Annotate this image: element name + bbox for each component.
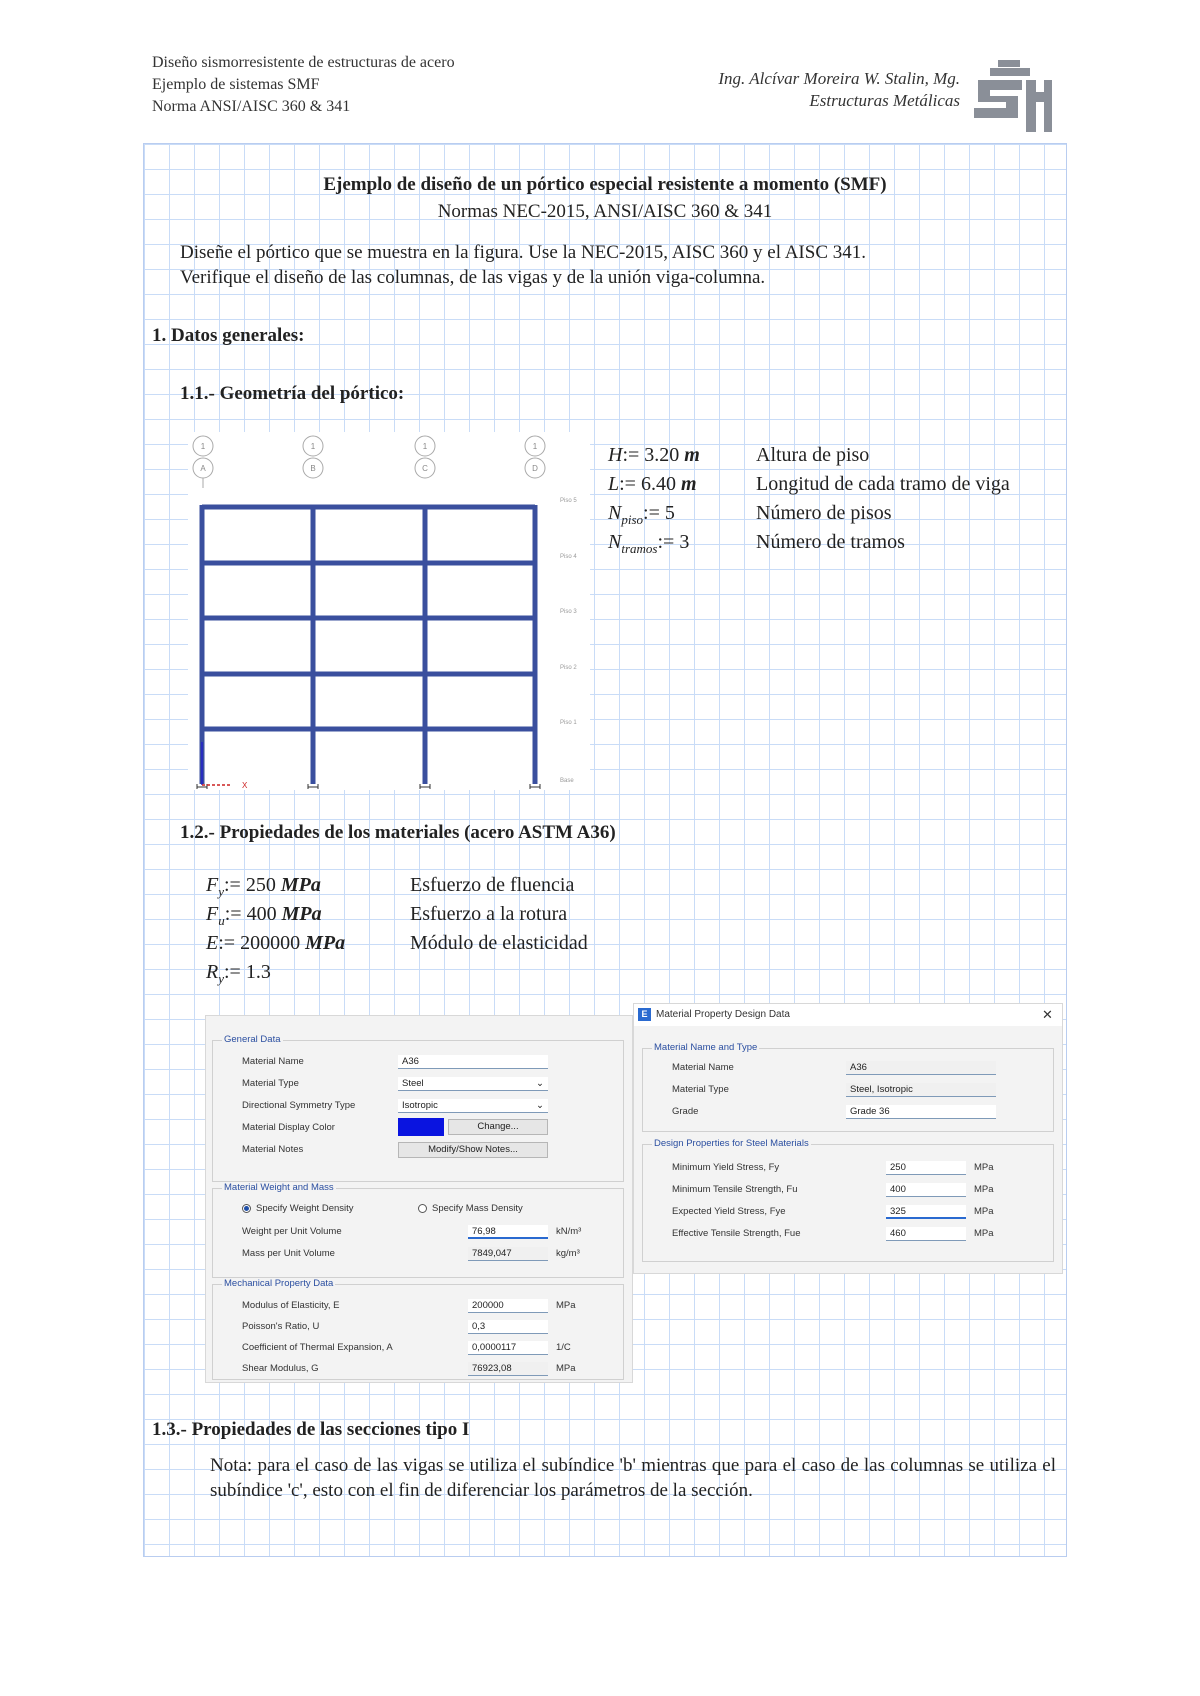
axis-letter-A: A — [200, 464, 206, 473]
poisson-input[interactable]: 0,3 — [468, 1320, 548, 1334]
chevron-down-icon: ⌄ — [536, 1100, 544, 1111]
shear-input[interactable]: 76923,08 — [468, 1362, 548, 1376]
desc-Fy: Esfuerzo de fluencia — [410, 874, 575, 896]
modify-notes-button[interactable]: Modify/Show Notes... — [398, 1142, 548, 1158]
section-1-heading: 1. Datos generales: — [152, 325, 305, 346]
grade-field[interactable]: Grade 36 — [846, 1105, 996, 1119]
story-label-4: Piso 4 — [560, 554, 577, 560]
design-data-dialog — [633, 1003, 1063, 1274]
weight-label: Weight per Unit Volume — [242, 1226, 342, 1237]
desc-Ntramos: Número de tramos — [756, 531, 905, 553]
header-line-2: Ejemplo de sistemas SMF — [152, 76, 320, 93]
specify-weight-label: Specify Weight Density — [256, 1203, 354, 1214]
axis-bubble-C — [415, 436, 435, 478]
axis-bubble-B — [303, 436, 323, 478]
desc-E: Módulo de elasticidad — [410, 932, 588, 954]
symmetry-type-label: Directional Symmetry Type — [242, 1100, 356, 1111]
mass-label: Mass per Unit Volume — [242, 1248, 335, 1259]
fy-input[interactable]: 250 — [886, 1161, 966, 1175]
logo-icon — [968, 58, 1052, 134]
poisson-label: Poisson's Ratio, U — [242, 1321, 320, 1332]
page-subtitle: Normas NEC-2015, ANSI/AISC 360 & 341 — [437, 201, 773, 222]
eq-Fy: $F_y:= 250$ MPa — [206, 874, 321, 899]
axis-bubble-D — [525, 436, 545, 478]
material-descriptions — [410, 871, 588, 958]
axis-bubble-A — [193, 436, 213, 478]
fye-label: Expected Yield Stress, Fye — [672, 1206, 786, 1217]
modulus-label: Modulus of Elasticity, E — [242, 1300, 340, 1311]
axis-number-3: 1 — [422, 442, 428, 451]
app-icon: E — [638, 1008, 651, 1021]
thermal-input[interactable]: 0,0000117 — [468, 1341, 548, 1355]
design-material-type-label: Material Type — [672, 1084, 729, 1095]
fy-label: Minimum Yield Stress, Fy — [672, 1162, 780, 1173]
thermal-label: Coefficient of Thermal Expansion, A — [242, 1342, 393, 1353]
intro-line-2: Verifique el diseño de las columnas, de las vigas y de la unión viga-columna. — [180, 267, 766, 288]
section-1-1-heading: 1.1.- Geometría del pórtico: — [180, 383, 405, 404]
design-material-name-label: Material Name — [672, 1062, 734, 1073]
desc-H: Altura de piso — [756, 444, 870, 466]
design-material-name-field: A36 — [846, 1061, 996, 1075]
material-type-select[interactable]: Steel ⌄ — [398, 1077, 548, 1091]
note-paragraph: Nota: para el caso de las vigas se utiliza el subíndice 'b' mientras que para el caso de las columnas se utiliza el subíndice 'c', esto con el fin de diferenciar los parámetros de la sección. — [210, 1455, 1056, 1501]
weight-mass-title: Material Weight and Mass — [224, 1182, 334, 1193]
weight-input[interactable]: 76,98 — [468, 1225, 548, 1239]
shear-label: Shear Modulus, G — [242, 1363, 319, 1374]
material-type-label: Material Type — [242, 1078, 299, 1089]
fue-input[interactable]: 460 — [886, 1227, 966, 1241]
axis-number-1: 1 — [200, 442, 206, 451]
grade-label: Grade — [672, 1106, 699, 1117]
header-line-3: Norma ANSI/AISC 360 & 341 — [152, 98, 351, 115]
eq-Fu: $F_u:= 400$ MPa — [206, 903, 322, 928]
desc-Npiso: Número de pisos — [756, 502, 892, 524]
axis-letter-C: C — [422, 464, 428, 473]
material-name-input[interactable]: A36 — [398, 1055, 548, 1069]
general-data-title: General Data — [224, 1034, 281, 1045]
thermal-unit: 1/C — [556, 1342, 571, 1353]
fu-label: Minimum Tensile Strength, Fu — [672, 1184, 798, 1195]
intro-line-1: Diseñe el pórtico que se muestra en la figura. Use la NEC-2015, AISC 360 y el AISC 341. — [180, 242, 866, 263]
story-label-base: Base — [560, 778, 574, 784]
shear-unit: MPa — [556, 1363, 576, 1374]
specify-mass-radio[interactable] — [418, 1204, 427, 1213]
fye-input[interactable]: 325 — [886, 1205, 966, 1219]
axis-letter-D: D — [532, 464, 538, 473]
story-label-3: Piso 3 — [560, 609, 577, 615]
specify-weight-radio[interactable] — [242, 1204, 251, 1213]
dialog-window-title: Material Property Design Data — [656, 1009, 790, 1020]
desc-L: Longitud de cada tramo de viga — [756, 473, 1010, 495]
axis-letter-B: B — [310, 464, 316, 473]
story-labels — [560, 498, 577, 784]
eq-L: L:= 6.40 m — [608, 473, 697, 495]
eq-Npiso: $N_{piso}:= 5$ — [608, 502, 675, 527]
fy-unit: MPa — [974, 1162, 994, 1173]
display-color-swatch[interactable] — [398, 1118, 444, 1136]
desc-Fu: Esfuerzo a la rotura — [410, 903, 568, 925]
eq-Ntramos: $N_{tramos}:= 3$ — [608, 531, 690, 556]
material-equations — [206, 871, 345, 987]
specify-mass-label: Specify Mass Density — [432, 1203, 523, 1214]
header-left — [152, 52, 455, 118]
modulus-unit: MPa — [556, 1300, 576, 1311]
modulus-input[interactable]: 200000 — [468, 1299, 548, 1313]
change-color-button[interactable]: Change... — [448, 1119, 548, 1135]
frame-figure — [188, 432, 590, 790]
story-label-1: Piso 1 — [560, 720, 577, 726]
weight-unit: kN/m³ — [556, 1226, 582, 1237]
frame-members — [202, 505, 535, 784]
story-label-2: Piso 2 — [560, 665, 577, 671]
axis-number-2: 1 — [310, 442, 316, 451]
symmetry-type-select[interactable]: Isotropic ⌄ — [398, 1099, 548, 1113]
course-name: Estructuras Metálicas — [809, 91, 960, 110]
fu-input[interactable]: 400 — [886, 1183, 966, 1197]
material-property-dialog — [205, 1015, 633, 1383]
mass-unit: kg/m³ — [556, 1248, 580, 1259]
close-icon[interactable]: ✕ — [1042, 1007, 1053, 1022]
material-name-label: Material Name — [242, 1056, 304, 1067]
chevron-down-icon: ⌄ — [536, 1078, 544, 1089]
eq-H: H:= 3.20 m — [608, 444, 700, 466]
axis-triad — [202, 742, 248, 790]
material-notes-label: Material Notes — [242, 1144, 304, 1155]
fye-unit: MPa — [974, 1206, 994, 1217]
author-name: Ing. Alcívar Moreira W. Stalin, Mg. — [718, 69, 960, 88]
header-line-1: Diseño sismorresistente de estructuras de acero — [152, 54, 455, 71]
geometry-descriptions — [756, 441, 1010, 557]
name-type-title: Material Name and Type — [654, 1042, 758, 1053]
supports — [197, 784, 540, 789]
fue-label: Effective Tensile Strength, Fue — [672, 1228, 801, 1239]
story-label-5: Piso 5 — [560, 498, 577, 504]
eq-Ry: $R_y:= 1.3$ — [206, 961, 271, 986]
section-1-3-heading: 1.3.- Propiedades de las secciones tipo I — [152, 1419, 470, 1440]
x-axis-label: X — [242, 781, 248, 790]
fue-unit: MPa — [974, 1228, 994, 1239]
axis-number-4: 1 — [532, 442, 538, 451]
eq-E: E:= 200000 MPa — [206, 932, 346, 954]
intro-paragraph — [180, 240, 866, 290]
geometry-equations — [608, 441, 700, 557]
mass-input[interactable]: 7849,047 — [468, 1247, 548, 1261]
fu-unit: MPa — [974, 1184, 994, 1195]
design-material-type-field: Steel, Isotropic — [846, 1083, 996, 1097]
mechanical-property-title: Mechanical Property Data — [224, 1278, 334, 1289]
frame-drawing — [188, 432, 590, 790]
header-right — [718, 68, 960, 112]
design-properties-title: Design Properties for Steel Materials — [654, 1138, 809, 1149]
page-title: Ejemplo de diseño de un pórtico especial resistente a momento (SMF) — [323, 174, 887, 195]
display-color-label: Material Display Color — [242, 1122, 335, 1133]
logo-text: SM — [1010, 132, 1014, 134]
section-1-2-heading: 1.2.- Propiedades de los materiales (acero ASTM A36) — [180, 822, 616, 843]
